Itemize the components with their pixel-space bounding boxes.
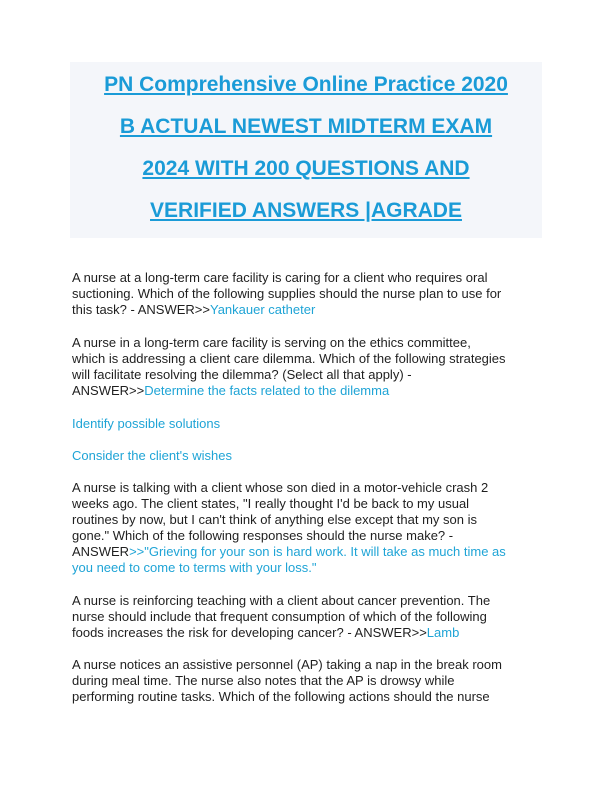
question-4-answer: Lamb: [426, 625, 460, 640]
document-title-line-1: PN Comprehensive Online Practice 2020: [104, 73, 508, 96]
question-4-text-line: foods increases the risk for developing cancer? - ANSWER>>: [72, 625, 427, 640]
question-2-text-line: which is addressing a client care dilemma. Which of the following strategies: [72, 351, 506, 366]
document-title-line-2: B ACTUAL NEWEST MIDTERM EXAM: [119, 115, 493, 138]
question-2-text-line: will facilitate resolving the dilemma? (Select all that apply) -: [72, 367, 412, 382]
question-5-text-line: performing routine tasks. Which of the following actions should the nurse: [72, 689, 490, 704]
document-title-line-4: VERIFIED ANSWERS |AGRADE: [150, 199, 462, 222]
question-3-text-line: gone." Which of the following responses should the nurse make? -: [72, 528, 454, 543]
question-3: [72, 480, 552, 576]
question-5-text-line: during meal time. The nurse also notes that the AP is drowsy while: [72, 673, 455, 688]
question-3-text-line: routines by now, but I can't think of anything else except that my son is: [72, 512, 477, 527]
question-1-text-line: suctioning. Which of the following supplies should the nurse plan to use for: [72, 286, 502, 301]
question-3-text-line: A nurse is talking with a client whose son died in a motor-vehicle crash 2: [72, 480, 489, 495]
question-4-text-line: nurse should include that frequent consumption of which of the following: [72, 609, 487, 624]
question-2-answer-2: Identify possible solutions: [72, 416, 221, 431]
question-3-answer-line-2: you need to come to terms with your loss.": [72, 560, 317, 575]
question-1: [72, 270, 552, 318]
document-title-line-3: 2024 WITH 200 QUESTIONS AND: [142, 157, 470, 180]
question-2: [72, 335, 552, 399]
question-1-text-line: this task? - ANSWER>>: [72, 302, 210, 317]
question-5: [72, 657, 552, 705]
question-1-answer: Yankauer catheter: [210, 302, 316, 317]
question-4: [72, 593, 552, 641]
question-1-text-line: A nurse at a long-term care facility is caring for a client who requires oral: [72, 270, 488, 285]
question-2-answer-1: Determine the facts related to the dilemma: [144, 383, 390, 398]
question-2-answer-3: Consider the client's wishes: [72, 448, 232, 463]
question-3-text-line: ANSWER: [72, 544, 130, 559]
question-5-text-line: A nurse notices an assistive personnel (AP) taking a nap in the break room: [72, 657, 502, 672]
question-3-answer-line-1: >>"Grieving for your son is hard work. It will take as much time as: [129, 544, 506, 559]
question-2-text-line: ANSWER>>: [72, 383, 145, 398]
question-4-text-line: A nurse is reinforcing teaching with a client about cancer prevention. The: [72, 593, 491, 608]
document-title-box: [70, 62, 542, 238]
question-2-text-line: A nurse in a long-term care facility is serving on the ethics committee,: [72, 335, 471, 350]
question-3-text-line: weeks ago. The client states, "I really thought I'd be back to my usual: [72, 496, 470, 511]
